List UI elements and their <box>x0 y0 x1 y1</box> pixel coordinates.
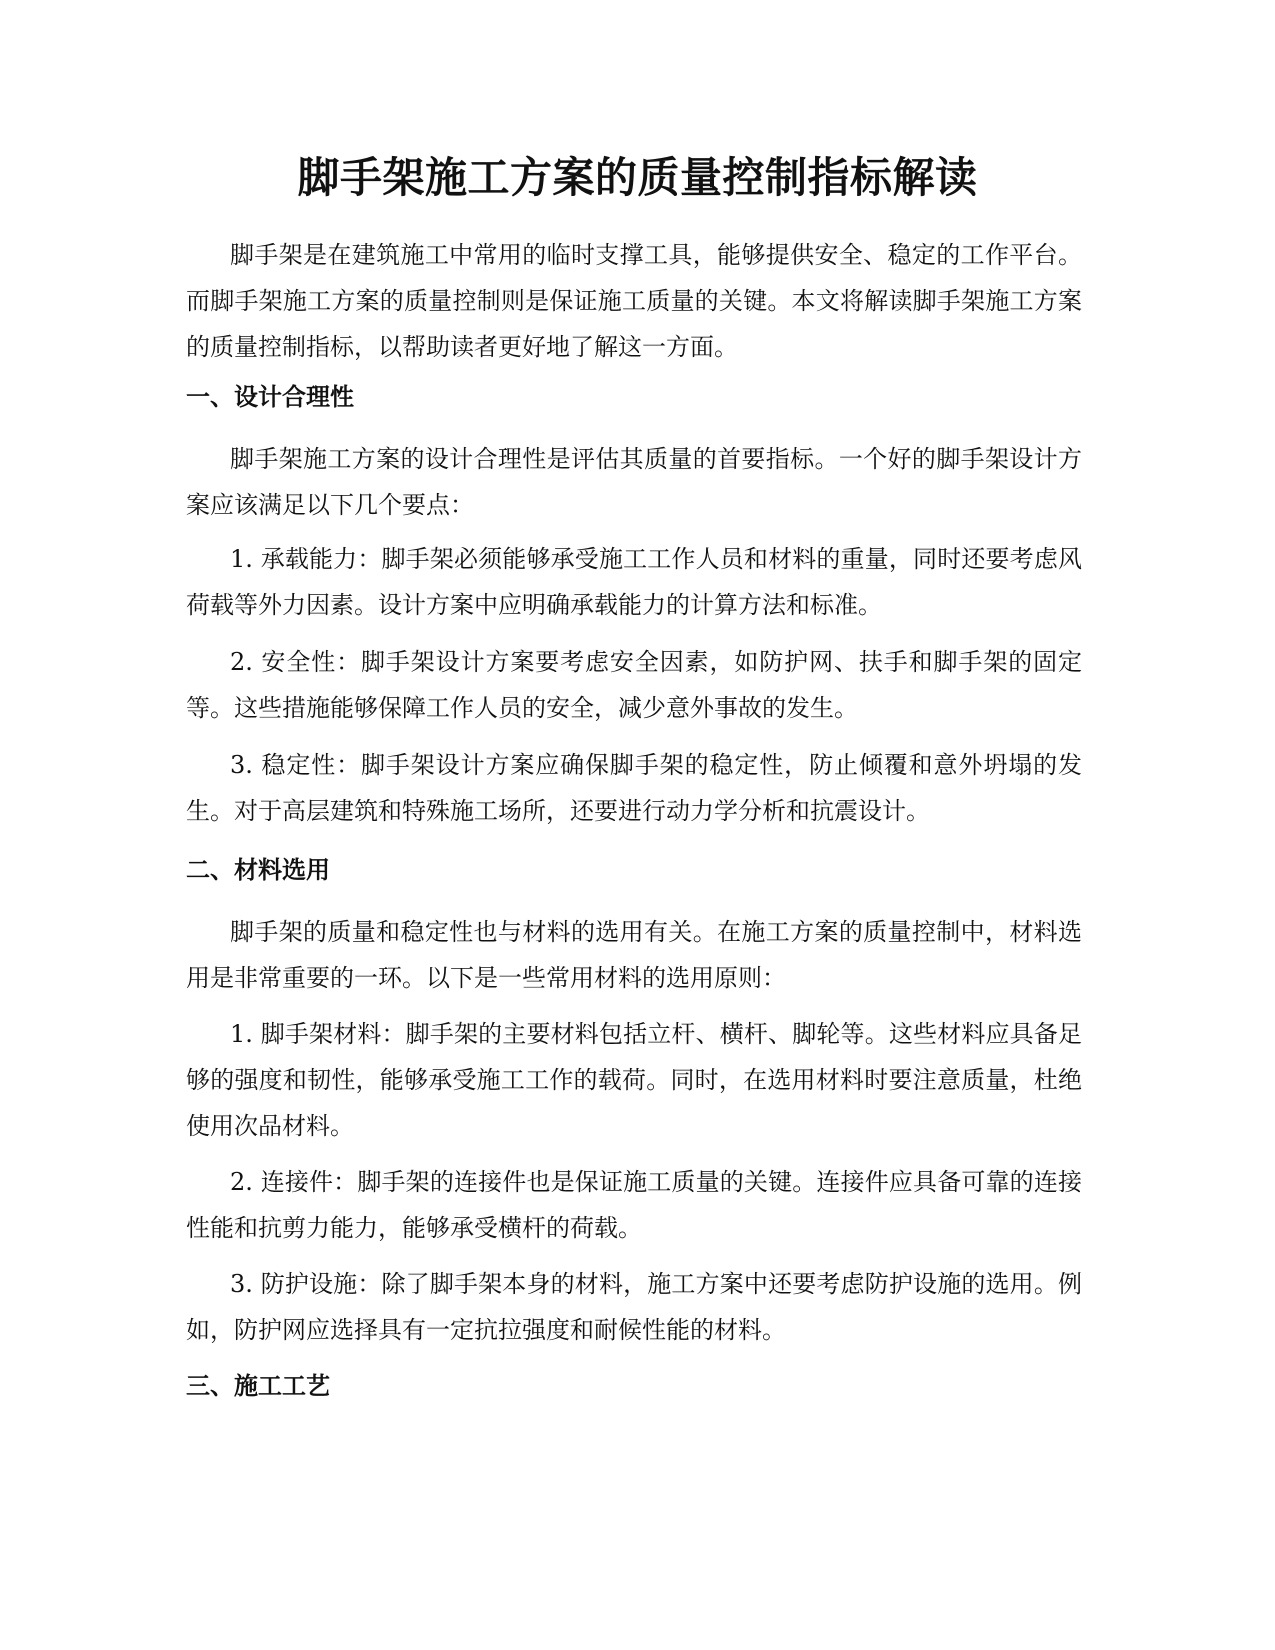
section-heading-construction-process: 三、施工工艺 <box>186 1372 330 1400</box>
design-item-load-capacity: 1. 承载能力：脚手架必须能够承受施工工作人员和材料的重量，同时还要考虑风荷载等外力因素。设计方案中应明确承载能力的计算方法和标准。 <box>186 545 1082 619</box>
section-design-intro: 脚手架施工方案的设计合理性是评估其质量的首要指标。一个好的脚手架设计方案应该满足以下几个要点： <box>186 445 1082 519</box>
materials-item-connectors: 2. 连接件：脚手架的连接件也是保证施工质量的关键。连接件应具备可靠的连接性能和抗剪力能力，能够承受横杆的荷载。 <box>186 1168 1082 1242</box>
design-item-safety: 2. 安全性：脚手架设计方案要考虑安全因素，如防护网、扶手和脚手架的固定等。这些措施能够保障工作人员的安全，减少意外事故的发生。 <box>186 648 1082 722</box>
document-title: 脚手架施工方案的质量控制指标解读 <box>297 153 978 202</box>
design-item-stability: 3. 稳定性：脚手架设计方案应确保脚手架的稳定性，防止倾覆和意外坍塌的发生。对于高层建筑和特殊施工场所，还要进行动力学分析和抗震设计。 <box>186 751 1082 825</box>
intro-paragraph: 脚手架是在建筑施工中常用的临时支撑工具，能够提供安全、稳定的工作平台。而脚手架施工方案的质量控制则是保证施工质量的关键。本文将解读脚手架施工方案的质量控制指标，以帮助读者更好地了解这一方面。 <box>186 241 1082 361</box>
materials-item-protection: 3. 防护设施：除了脚手架本身的材料，施工方案中还要考虑防护设施的选用。例如，防护网应选择具有一定抗拉强度和耐候性能的材料。 <box>186 1270 1082 1344</box>
materials-item-scaffold-materials: 1. 脚手架材料：脚手架的主要材料包括立杆、横杆、脚轮等。这些材料应具备足够的强度和韧性，能够承受施工工作的载荷。同时，在选用材料时要注意质量，杜绝使用次品材料。 <box>186 1020 1082 1140</box>
section-heading-materials: 二、材料选用 <box>186 856 330 884</box>
section-materials-intro: 脚手架的质量和稳定性也与材料的选用有关。在施工方案的质量控制中，材料选用是非常重要的一环。以下是一些常用材料的选用原则： <box>186 918 1082 992</box>
section-heading-design: 一、设计合理性 <box>186 383 354 411</box>
